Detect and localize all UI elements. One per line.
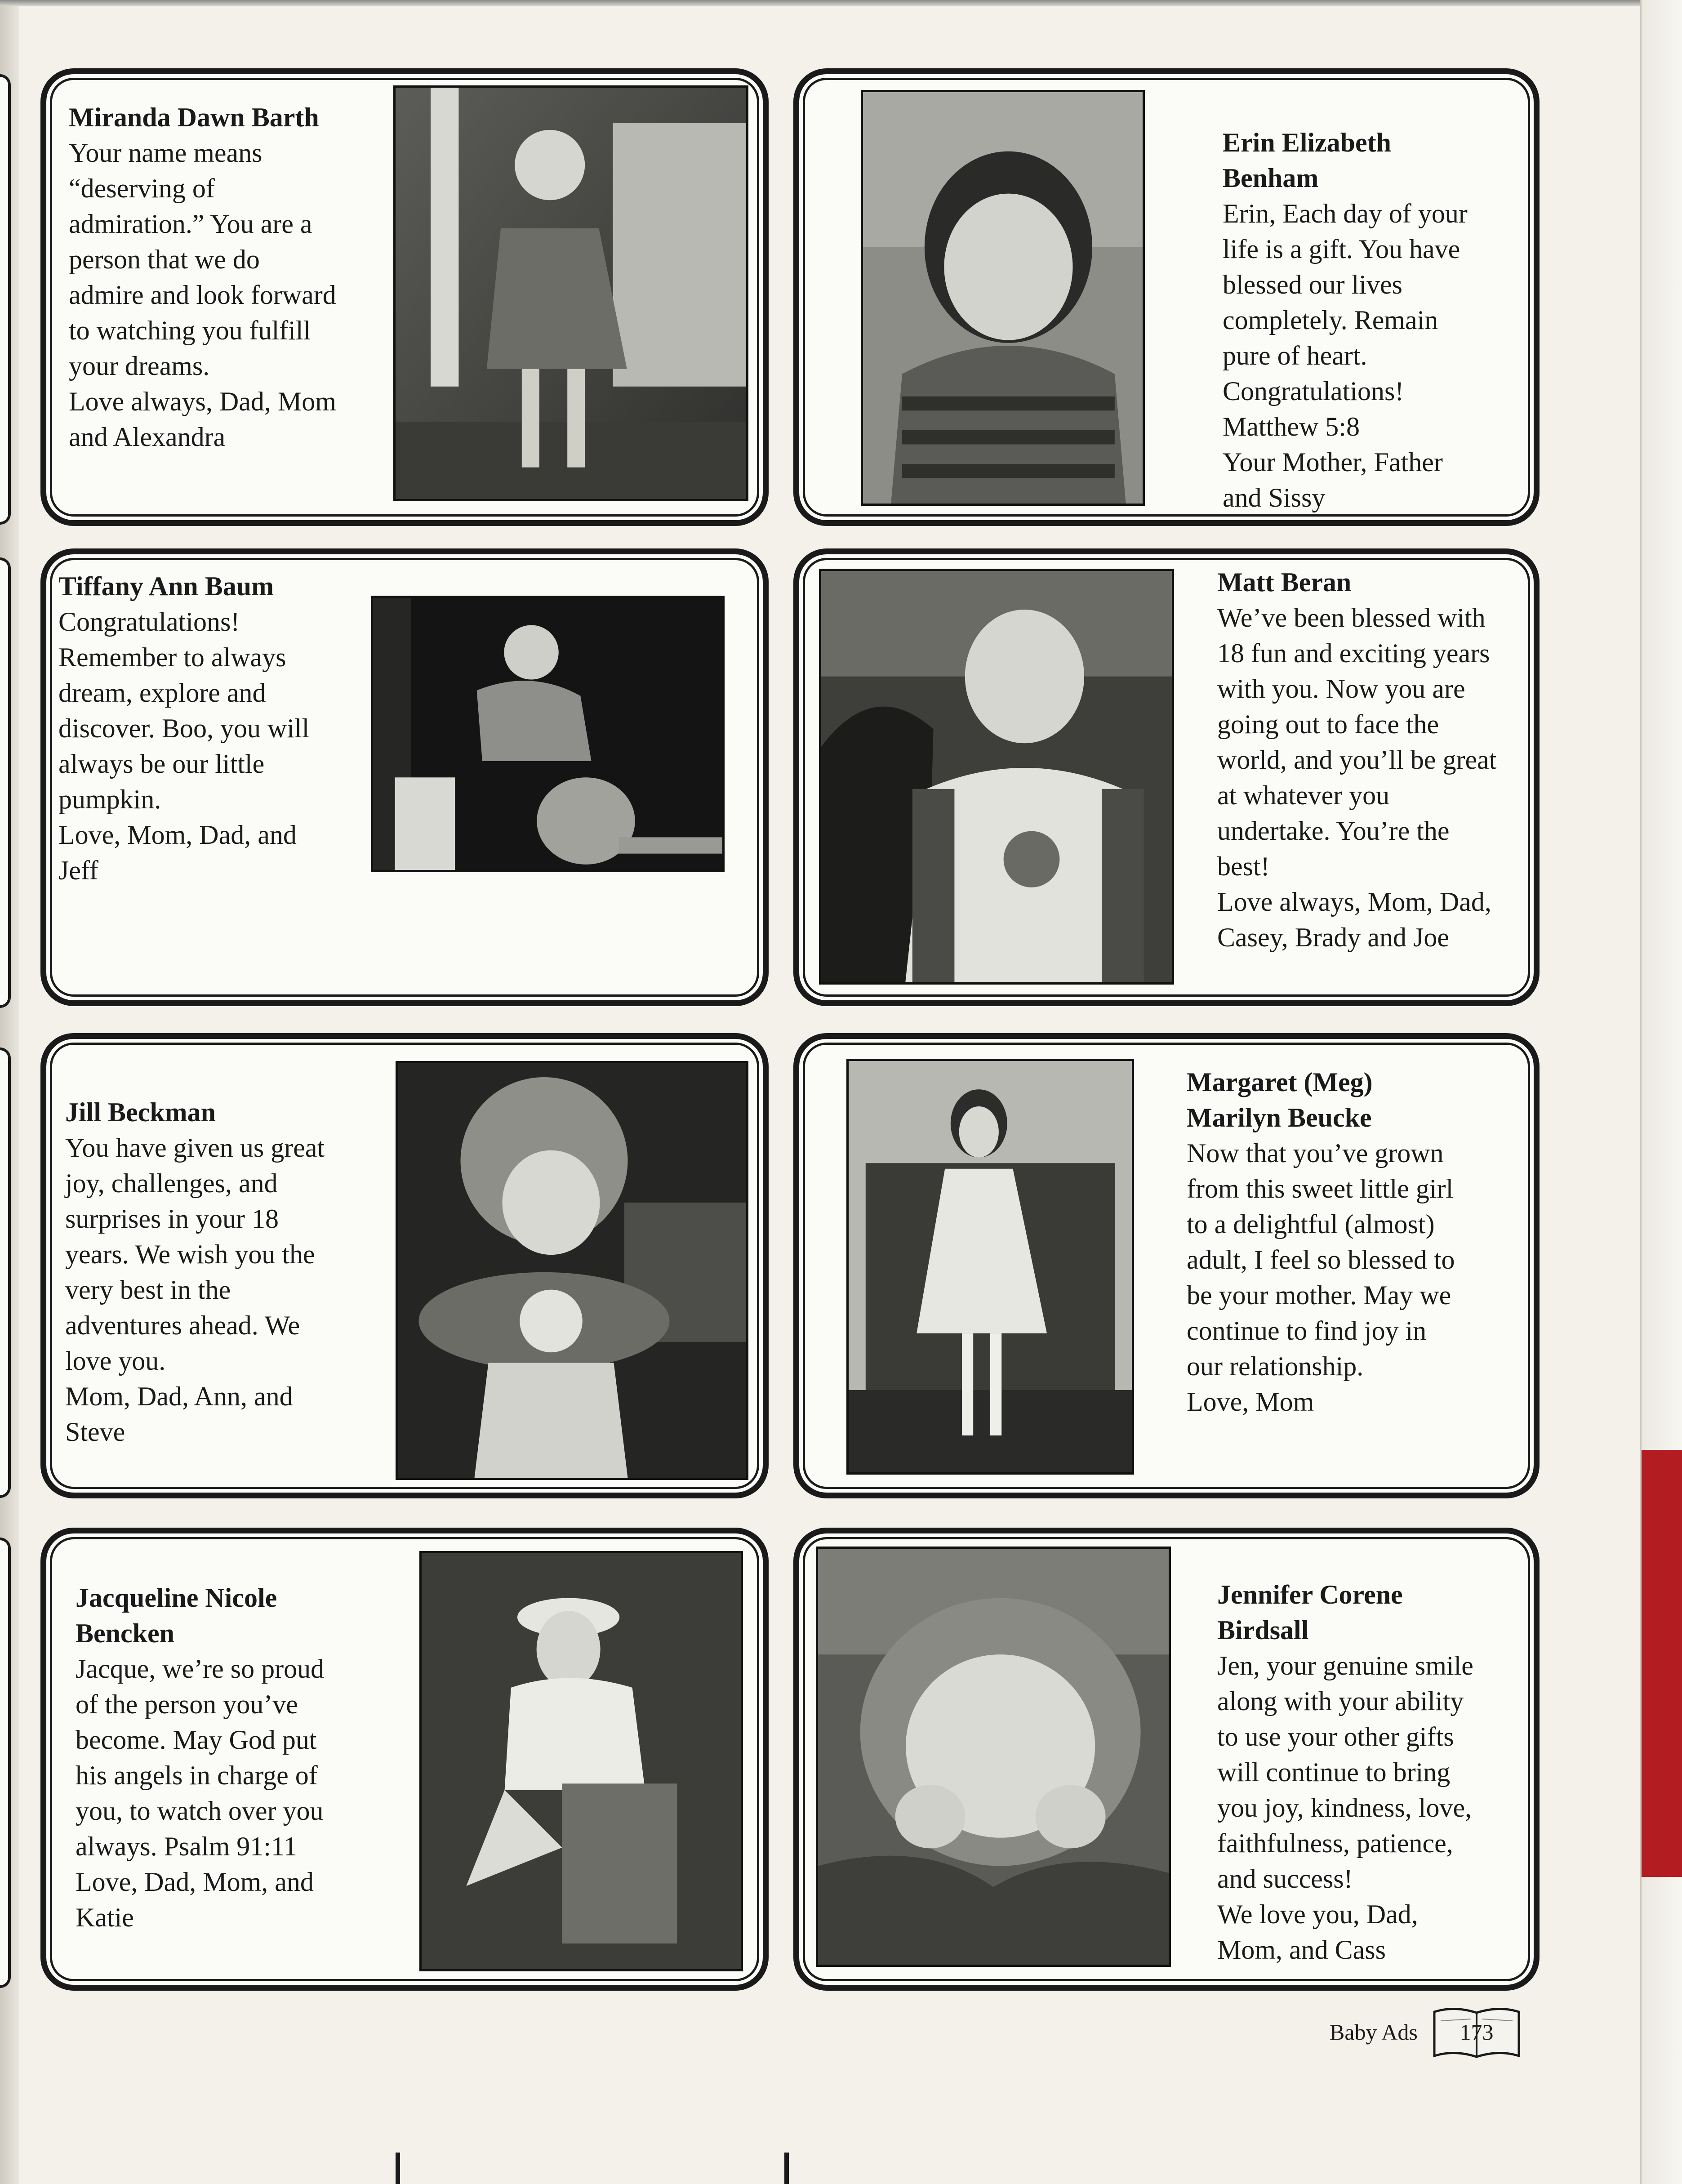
ad-message: Your name means “deserving of admiration.” You are a person that we do admire and look forward to watching you fulfill your dreams. Love always, Dad, Mom and Alexandra bbox=[69, 138, 336, 452]
child-photo-miranda bbox=[393, 85, 748, 501]
ad-message: We’ve been blessed with 18 fun and exciting years with you. Now you are going out to face the world, and you’ll be great at whatever you undertake. You’re the best! Love always, Mom, Dad, Casey, Brady and Joe bbox=[1217, 603, 1497, 952]
previous-page-card-edge bbox=[0, 1538, 11, 1988]
ad-name: Jill Beckman bbox=[65, 1097, 216, 1127]
ad-text-margaret bbox=[1187, 1065, 1519, 1420]
ad-text-miranda bbox=[69, 100, 383, 455]
ad-text-jennifer bbox=[1217, 1577, 1527, 1968]
ad-name: Matt Beran bbox=[1217, 567, 1352, 597]
ad-text-erin bbox=[1223, 125, 1510, 516]
ad-name: Miranda Dawn Barth bbox=[69, 103, 319, 132]
child-photo-jennifer bbox=[816, 1547, 1171, 1967]
child-photo-jill bbox=[396, 1061, 748, 1480]
ad-name: Margaret (Meg) Marilyn Beucke bbox=[1187, 1067, 1373, 1132]
child-photo-margaret bbox=[846, 1059, 1134, 1475]
ad-text-tiffany bbox=[58, 569, 373, 888]
ad-name: Erin Elizabeth Benham bbox=[1223, 128, 1392, 193]
ad-message: Jacque, we’re so proud of the person you’ve become. May God put his angels in charge of you, to watch over you always. Psalm 91:11 Love, Dad, Mom, and Katie bbox=[76, 1654, 325, 1932]
ad-message: Congratulations! Remember to always dream, explore and discover. Boo, you will always be our little pumpkin. Love, Mom, Dad, and Jeff bbox=[58, 607, 310, 885]
ad-text-matt bbox=[1217, 565, 1532, 955]
child-photo-erin bbox=[861, 90, 1145, 506]
previous-page-card-edge bbox=[0, 1047, 11, 1498]
ad-name: Jennifer Corene Birdsall bbox=[1217, 1580, 1403, 1645]
child-photo-jacqueline bbox=[419, 1551, 743, 1971]
page-top-edge bbox=[0, 0, 1682, 6]
ad-message: Jen, your genuine smile along with your ability to use your other gifts will continue to bring you joy, kindness, love, faithfulness, patience, and success! We love you, Dad, Mom, and Cass bbox=[1217, 1651, 1473, 1965]
ad-text-jill bbox=[65, 1095, 380, 1450]
previous-page-card-edge bbox=[0, 74, 11, 525]
section-label: Baby Ads bbox=[1330, 2019, 1418, 2045]
ad-text-jacqueline bbox=[76, 1580, 390, 1935]
red-section-tab bbox=[1642, 1450, 1682, 1877]
previous-page-card-edge bbox=[0, 557, 11, 1008]
ad-message: You have given us great joy, challenges, and surprises in your 18 years. We wish you the very best in the adventures ahead. We love you. Mom, Dad, Ann, and Steve bbox=[65, 1133, 325, 1447]
page-number: 173 bbox=[1460, 2019, 1494, 2045]
ad-message: Now that you’ve grown from this sweet little girl to a delightful (almost) adult, I feel so blessed to be your mother. May we continue to find joy in our relationship. Love, Mom bbox=[1187, 1138, 1455, 1417]
crop-mark bbox=[784, 2153, 789, 2184]
child-photo-matt bbox=[819, 569, 1174, 985]
crop-mark bbox=[396, 2153, 400, 2184]
child-photo-tiffany bbox=[371, 596, 725, 872]
ad-name: Jacqueline Nicole Bencken bbox=[76, 1583, 277, 1648]
ad-name: Tiffany Ann Baum bbox=[58, 571, 274, 601]
ad-message: Erin, Each day of your life is a gift. You have blessed our lives completely. Remain pure of heart. Congratulations! Matthew 5:8 Your Mother, Father and Sissy bbox=[1223, 199, 1468, 513]
